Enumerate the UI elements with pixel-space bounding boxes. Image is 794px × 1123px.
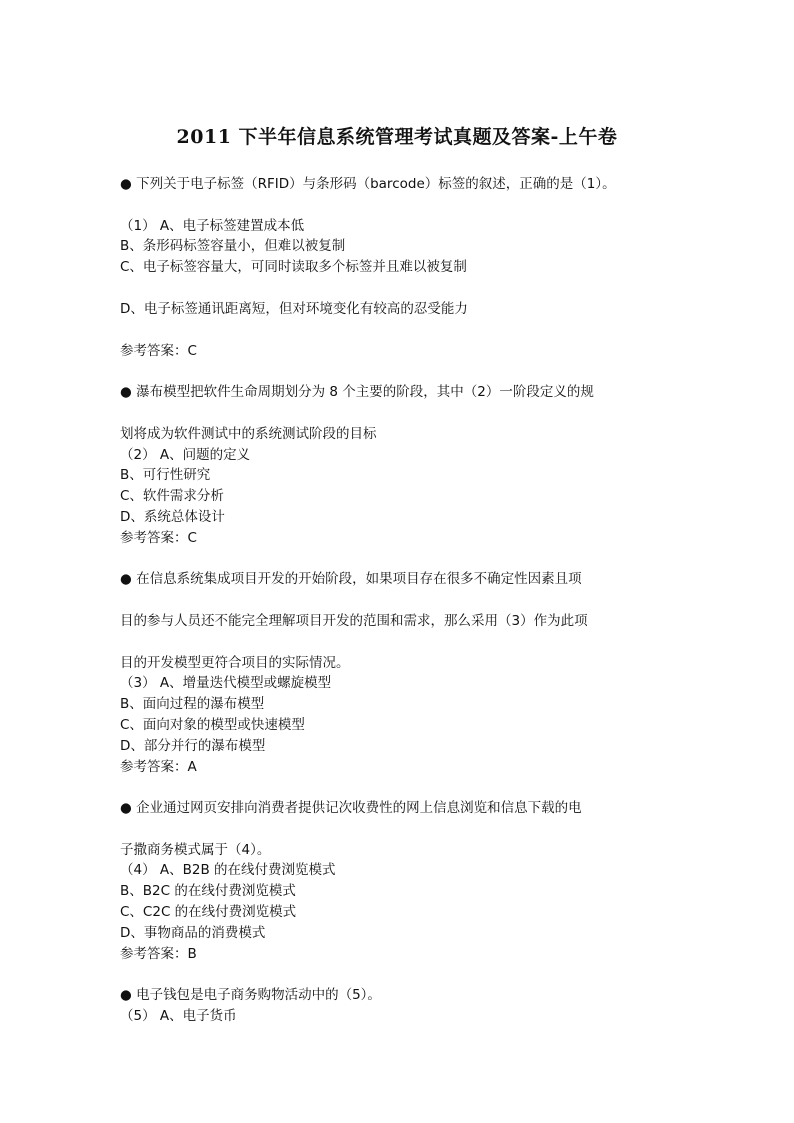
question-3-stem-cont-2: 目的开发模型更符合项目的实际情况。: [120, 655, 350, 671]
question-4-answer: 参考答案：B: [120, 946, 197, 962]
question-3-option-d: D、部分并行的瀑布模型: [120, 738, 266, 754]
question-2-option-a: （2） A、问题的定义: [120, 447, 251, 463]
question-2-option-c: C、软件需求分析: [120, 488, 224, 504]
question-4-option-c: C、C2C 的在线付费浏览模式: [120, 904, 297, 920]
question-4-option-d: D、事物商品的消费模式: [120, 925, 266, 941]
question-3-option-c: C、面向对象的模型或快速模型: [120, 717, 305, 733]
question-2-option-b: B、可行性研究: [120, 467, 211, 483]
question-4-option-b: B、B2C 的在线付费浏览模式: [120, 883, 296, 899]
question-2-option-d: D、系统总体设计: [120, 509, 225, 525]
question-4-stem-cont: 子撒商务模式属于（4）。: [120, 842, 271, 858]
question-1-option-a: （1） A、电子标签建置成本低: [120, 218, 305, 234]
question-1-answer: 参考答案：C: [120, 343, 197, 359]
question-3-stem: ● 在信息系统集成项目开发的开始阶段，如果项目存在很多不确定性因素且项: [120, 571, 582, 587]
question-3-stem-cont-1: 目的参与人员还不能完全理解项目开发的范围和需求，那么采用（3）作为此项: [120, 613, 588, 629]
question-2-answer: 参考答案：C: [120, 530, 197, 546]
question-2-stem-cont: 划将成为软件测试中的系统测试阶段的目标: [120, 426, 377, 442]
question-3-option-b: B、面向过程的瀑布模型: [120, 696, 265, 712]
question-2-stem: ● 瀑布模型把软件生命周期划分为 8 个主要的阶段，其中（2）一阶段定义的规: [120, 384, 594, 400]
document-title: 2011 下半年信息系统管理考试真题及答案-上午卷: [176, 126, 618, 148]
question-5-option-a: （5） A、电子货币: [120, 1008, 237, 1024]
question-1-option-c: C、电子标签容量大，可同时读取多个标签并且难以被复制: [120, 259, 467, 275]
question-1-stem: ● 下列关于电子标签（RFID）与条形码（barcode）标签的叙述，正确的是（1）。: [120, 176, 616, 192]
question-1-option-d: D、电子标签通讯距离短，但对环境变化有较高的忍受能力: [120, 301, 468, 317]
question-3-answer: 参考答案：A: [120, 759, 197, 775]
question-1-option-b: B、条形码标签容量小，但难以被复制: [120, 238, 346, 254]
question-5-stem: ● 电子钱包是电子商务购物活动中的（5）。: [120, 987, 381, 1003]
question-3-option-a: （3） A、增量迭代模型或螺旋模型: [120, 675, 332, 691]
question-4-option-a: （4） A、B2B 的在线付费浏览模式: [120, 862, 336, 878]
question-4-stem: ● 企业通过网页安排向消费者提供记次收费性的网上信息浏览和信息下载的电: [120, 800, 582, 816]
